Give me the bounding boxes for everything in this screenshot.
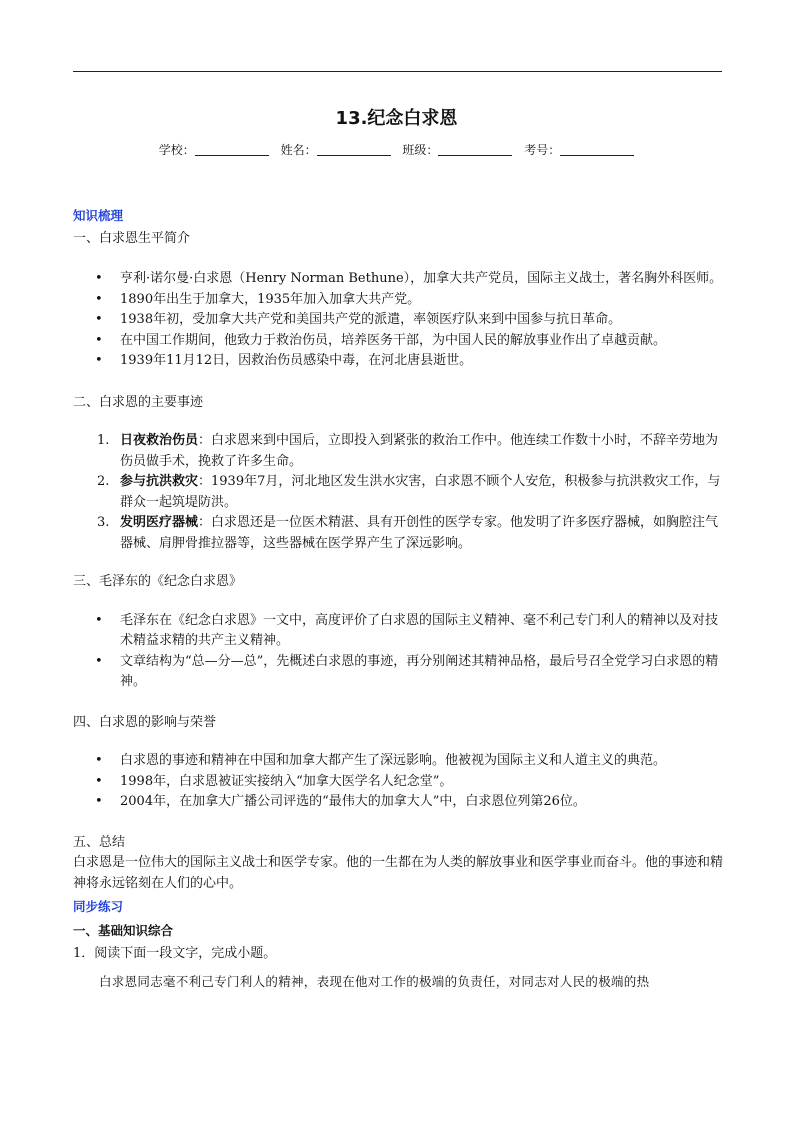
document-body [73, 206, 723, 992]
school-field[interactable] [195, 143, 269, 156]
list-item: • 白求恩的事迹和精神在中国和加拿大都产生了深远影响。他被视为国际主义和人道主义的典范。 [73, 751, 723, 772]
summary-paragraph: 白求恩是一位伟大的国际主义战士和医学专家。他的一生都在为人类的解放事业和医学事业而奋斗。他的事迹和精神将永远铭刻在人们的心中。 [73, 855, 724, 891]
list-item: • 亨利·诺尔曼·白求恩（Henry Norman Bethune），加拿大共产党员，国际主义战士，著名胸外科医师。 [73, 269, 723, 290]
list-item: • 2004年，在加拿大广播公司评选的“最伟大的加拿大人”中，白求恩位列第26位。 [73, 792, 723, 813]
section-2-title: 二、白求恩的主要事迹 [73, 394, 204, 410]
section-4-list [73, 751, 723, 813]
list-item [73, 431, 723, 472]
section-1-list [73, 269, 723, 372]
list-item: • 1890年出生于加拿大，1935年加入加拿大共产党。 [73, 290, 723, 311]
list-item: • 1998年，白求恩被证实接纳入“加拿大医学名人纪念堂”。 [73, 772, 723, 793]
section-1-title: 一、白求恩生平简介 [73, 230, 191, 246]
name-field[interactable] [317, 143, 391, 156]
practice-heading: 同步练习 [73, 899, 124, 914]
list-item [73, 472, 723, 513]
section-5-title: 五、总结 [73, 834, 126, 850]
student-info-row [0, 141, 793, 158]
exam-number-label: 考号： [524, 143, 561, 157]
item-text: ：1939年7月，河北地区发生洪水灾害，白求恩不顾个人安危，积极参与抗洪救灾工作，与群众一起筑堤防洪。 [120, 474, 721, 510]
list-item: • 在中国工作期间，他致力于救治伤员，培养医务干部，为中国人民的解放事业作出了卓越贡献。 [73, 331, 723, 352]
item-text: ：白求恩来到中国后，立即投入到紧张的救治工作中。他连续工作数十小时，不辞辛劳地为伤员做手术，挽救了许多生命。 [120, 433, 719, 469]
exam-number-field[interactable] [560, 143, 634, 156]
item-number: 2. [97, 474, 110, 489]
list-item: • 1939年11月12日，因救治伤员感染中毒，在河北唐县逝世。 [73, 351, 723, 372]
list-item: • 1938年初，受加拿大共产党和美国共产党的派遣，率领医疗队来到中国参与抗日革命。 [73, 310, 723, 331]
section-3-title: 三、毛泽东的《纪念白求恩》 [73, 574, 243, 589]
page-title: 13.纪念白求恩 [335, 108, 458, 129]
item-term: 参与抗洪救灾 [120, 474, 199, 489]
name-label: 姓名： [280, 143, 317, 157]
header-rule [73, 71, 722, 72]
question-1: 1．阅读下面一段文字，完成小题。 [73, 946, 277, 961]
section-2-list [73, 431, 723, 554]
knowledge-heading: 知识梳理 [73, 208, 124, 223]
item-number: 1. [97, 433, 110, 448]
list-item [73, 513, 723, 554]
item-text: ：白求恩还是一位医术精湛、具有开创性的医学专家。他发明了许多医疗器械，如胸腔注气器械、肩胛骨推拉器等，这些器械在医学界产生了深远影响。 [120, 515, 719, 551]
section-4-title: 四、白求恩的影响与荣誉 [73, 714, 217, 730]
item-term: 发明医疗器械 [120, 515, 199, 530]
school-label: 学校： [158, 143, 195, 157]
list-item: • 文章结构为“总—分—总”，先概述白求恩的事迹，再分别阐述其精神品格，最后号召全党学习白求恩的精神。 [73, 652, 723, 693]
reading-passage: 白求恩同志毫不利己专门利人的精神，表现在他对工作的极端的负责任，对同志对人民的极端的热 [99, 973, 650, 989]
item-number: 3. [97, 515, 110, 530]
class-label: 班级： [402, 143, 439, 157]
part-1-heading: 一、基础知识综合 [73, 922, 174, 938]
class-field[interactable] [438, 143, 512, 156]
section-3-list [73, 611, 723, 693]
list-item: • 毛泽东在《纪念白求恩》一文中，高度评价了白求恩的国际主义精神、毫不利己专门利人的精神以及对技术精益求精的共产主义精神。 [73, 611, 723, 652]
item-term: 日夜救治伤员 [120, 433, 199, 448]
